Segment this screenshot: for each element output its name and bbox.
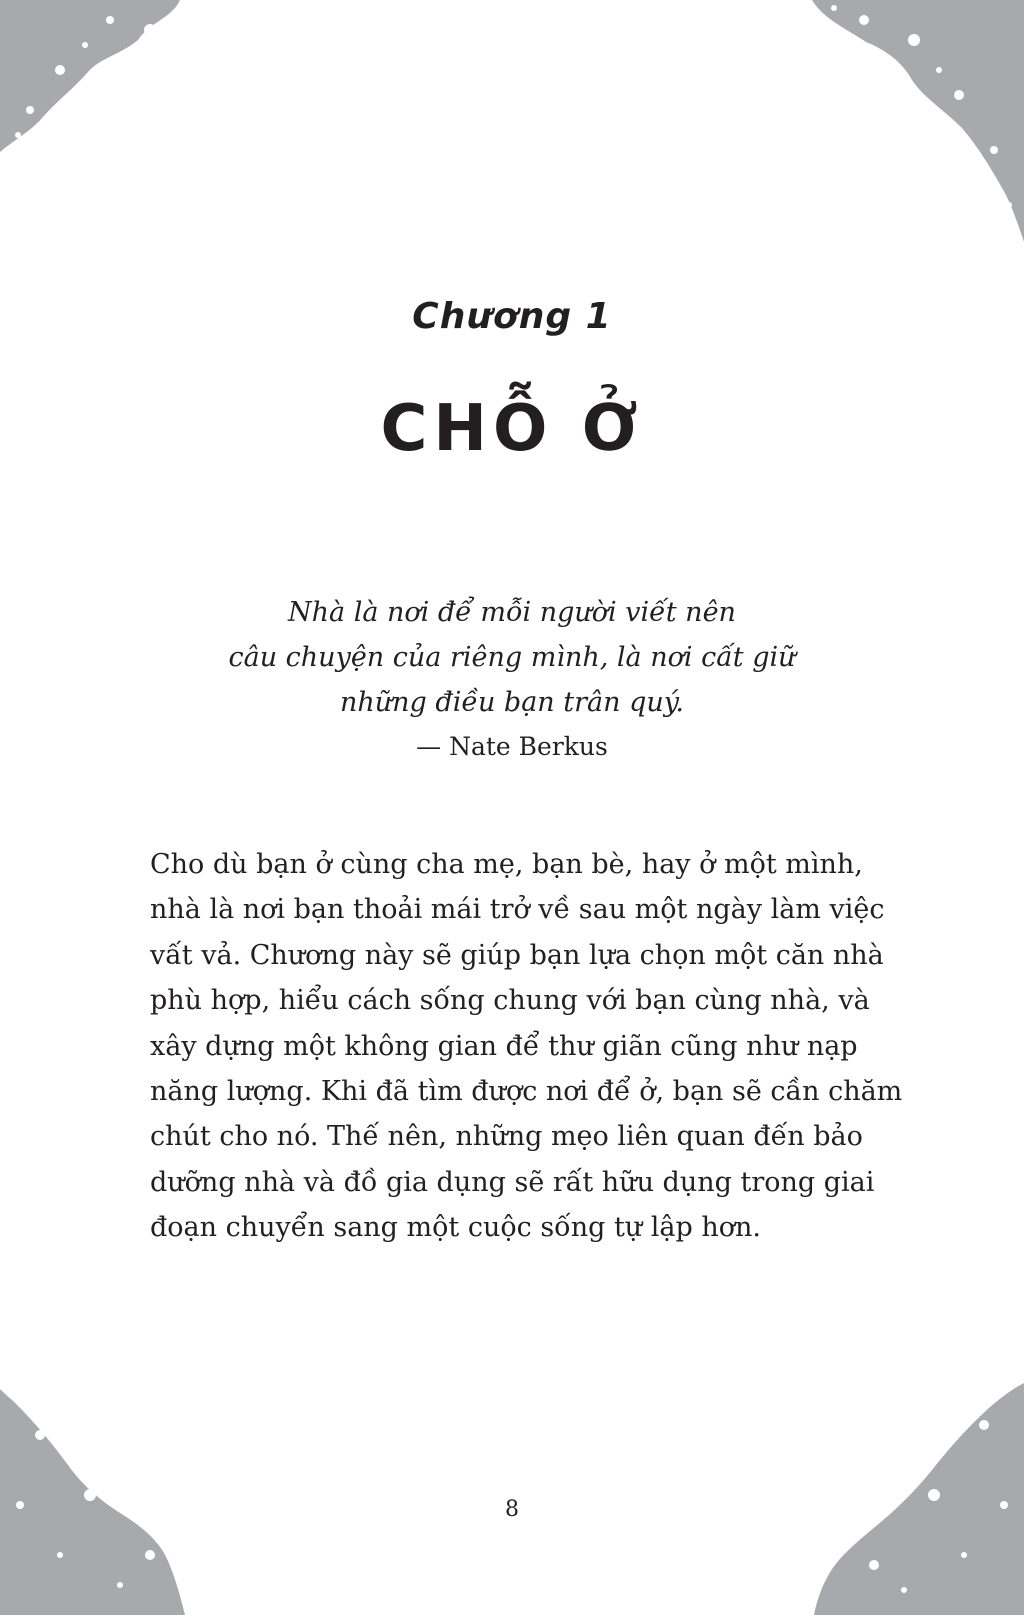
body-line: dưỡng nhà và đồ gia dụng sẽ rất hữu dụng trong giai	[150, 1166, 875, 1198]
epigraph-line: câu chuyện của riêng mình, là nơi cất giữ	[228, 642, 796, 673]
corner-decoration-bottom-right	[794, 1355, 1024, 1615]
corner-decoration-top-right	[794, 0, 1024, 260]
epigraph-line: những điều bạn trân quý.	[339, 687, 685, 718]
chapter-label: Chương 1	[412, 296, 612, 337]
corner-decoration-top-left	[0, 0, 230, 260]
body-line: Cho dù bạn ở cùng cha mẹ, bạn bè, hay ở một mình,	[150, 849, 863, 880]
body-line: vất vả. Chương này sẽ giúp bạn lựa chọn một căn nhà	[150, 939, 884, 971]
body-paragraph	[150, 842, 903, 1251]
epigraph-attribution: — Nate Berkus	[416, 732, 608, 761]
body-line: nhà là nơi bạn thoải mái trở về sau một ngày làm việc	[150, 894, 885, 926]
epigraph	[0, 590, 1024, 769]
page-number: 8	[505, 1497, 519, 1522]
chapter-title: CHỖ Ở	[380, 392, 644, 466]
body-line: đoạn chuyển sang một cuộc sống tự lập hơn.	[150, 1212, 761, 1244]
body-line: chút cho nó. Thế nên, những mẹo liên quan đến bảo	[150, 1121, 863, 1153]
epigraph-line: Nhà là nơi để mỗi người viết nên	[288, 597, 736, 628]
body-line: phù hợp, hiểu cách sống chung với bạn cùng nhà, và	[150, 985, 870, 1017]
body-line: năng lượng. Khi đã tìm được nơi để ở, bạn sẽ cần chăm	[150, 1076, 903, 1108]
corner-decoration-bottom-left	[0, 1355, 230, 1615]
body-line: xây dựng một không gian để thư giãn cũng như nạp	[150, 1030, 858, 1062]
